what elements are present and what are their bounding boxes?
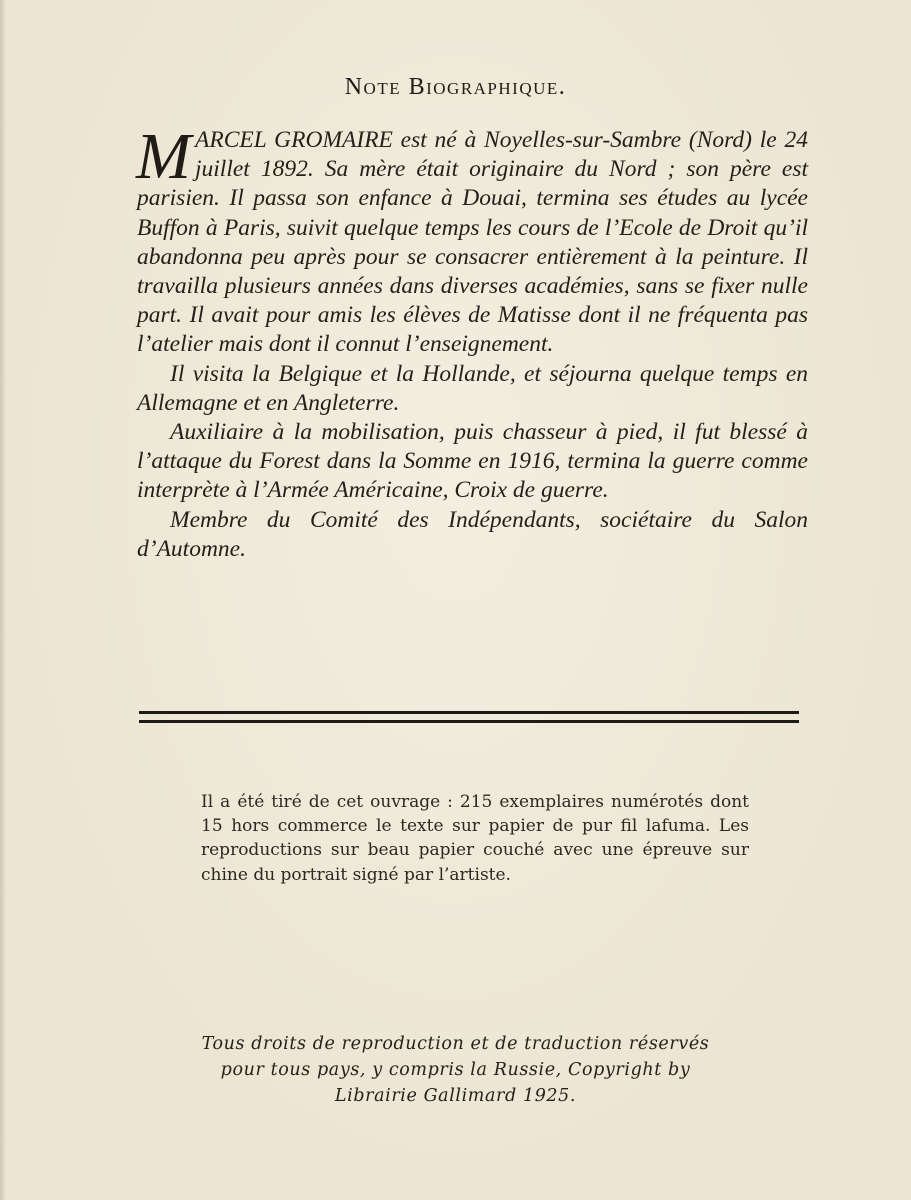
divider-rule-top — [139, 711, 799, 714]
copyright-notice — [0, 1031, 911, 1109]
divider-rule-bottom — [139, 720, 799, 723]
edition-note: Il a été tiré de cet ouvrage : 215 exemplaires numérotés dont 15 hors commerce le texte sur papier de pur fil lafuma. Les reproductions sur beau papier couché avec une épreuve sur chine du portrait signé par l’artiste. — [201, 792, 749, 885]
biography-text — [136, 120, 808, 564]
drop-cap: M — [136, 120, 191, 193]
bio-paragraph-1 — [136, 120, 808, 360]
bio-paragraph-3: Auxiliaire à la mobilisation, puis chasseur à pied, il fut blessé à l’attaque du Forest dans la Somme en 1916, termina la guerre comme interprète à l’Armée Américaine, Croix de guerre. — [137, 419, 808, 504]
bio-paragraph-2: Il visita la Belgique et la Hollande, et séjourna quelque temps en Allemagne et en Angleterre. — [137, 360, 808, 416]
page-edge-shadow — [0, 0, 6, 1200]
copyright-line-2: pour tous pays, y compris la Russie, Copyright by — [220, 1060, 691, 1080]
bio-paragraph-4: Membre du Comité des Indépendants, sociétaire du Salon d’Automne. — [137, 506, 808, 562]
bio-paragraph-1-text: ARCEL GROMAIRE est né à Noyelles-sur-Sambre (Nord) le 24 juillet 1892. Sa mère était originaire du Nord ; son père est parisien. Il passa son enfance à Douai, termina ses études au lycée Buffon à Paris, suivit quelque temps les cours de l’Ecole de Droit qu’il abandonna peu après pour se consacrer entièrement à la peinture. Il travailla plusieurs années dans diverses académies, sans se fixer nulle part. Il avait pour amis les élèves de Matisse dont il ne fréquenta pas l’atelier mais dont il connut l’enseignement. — [137, 127, 808, 358]
copyright-line-3: Librairie Gallimard 1925. — [334, 1086, 577, 1106]
copyright-line-1: Tous droits de reproduction et de traduction réservés — [201, 1034, 710, 1054]
page-title: Note Biographique. — [344, 74, 567, 100]
